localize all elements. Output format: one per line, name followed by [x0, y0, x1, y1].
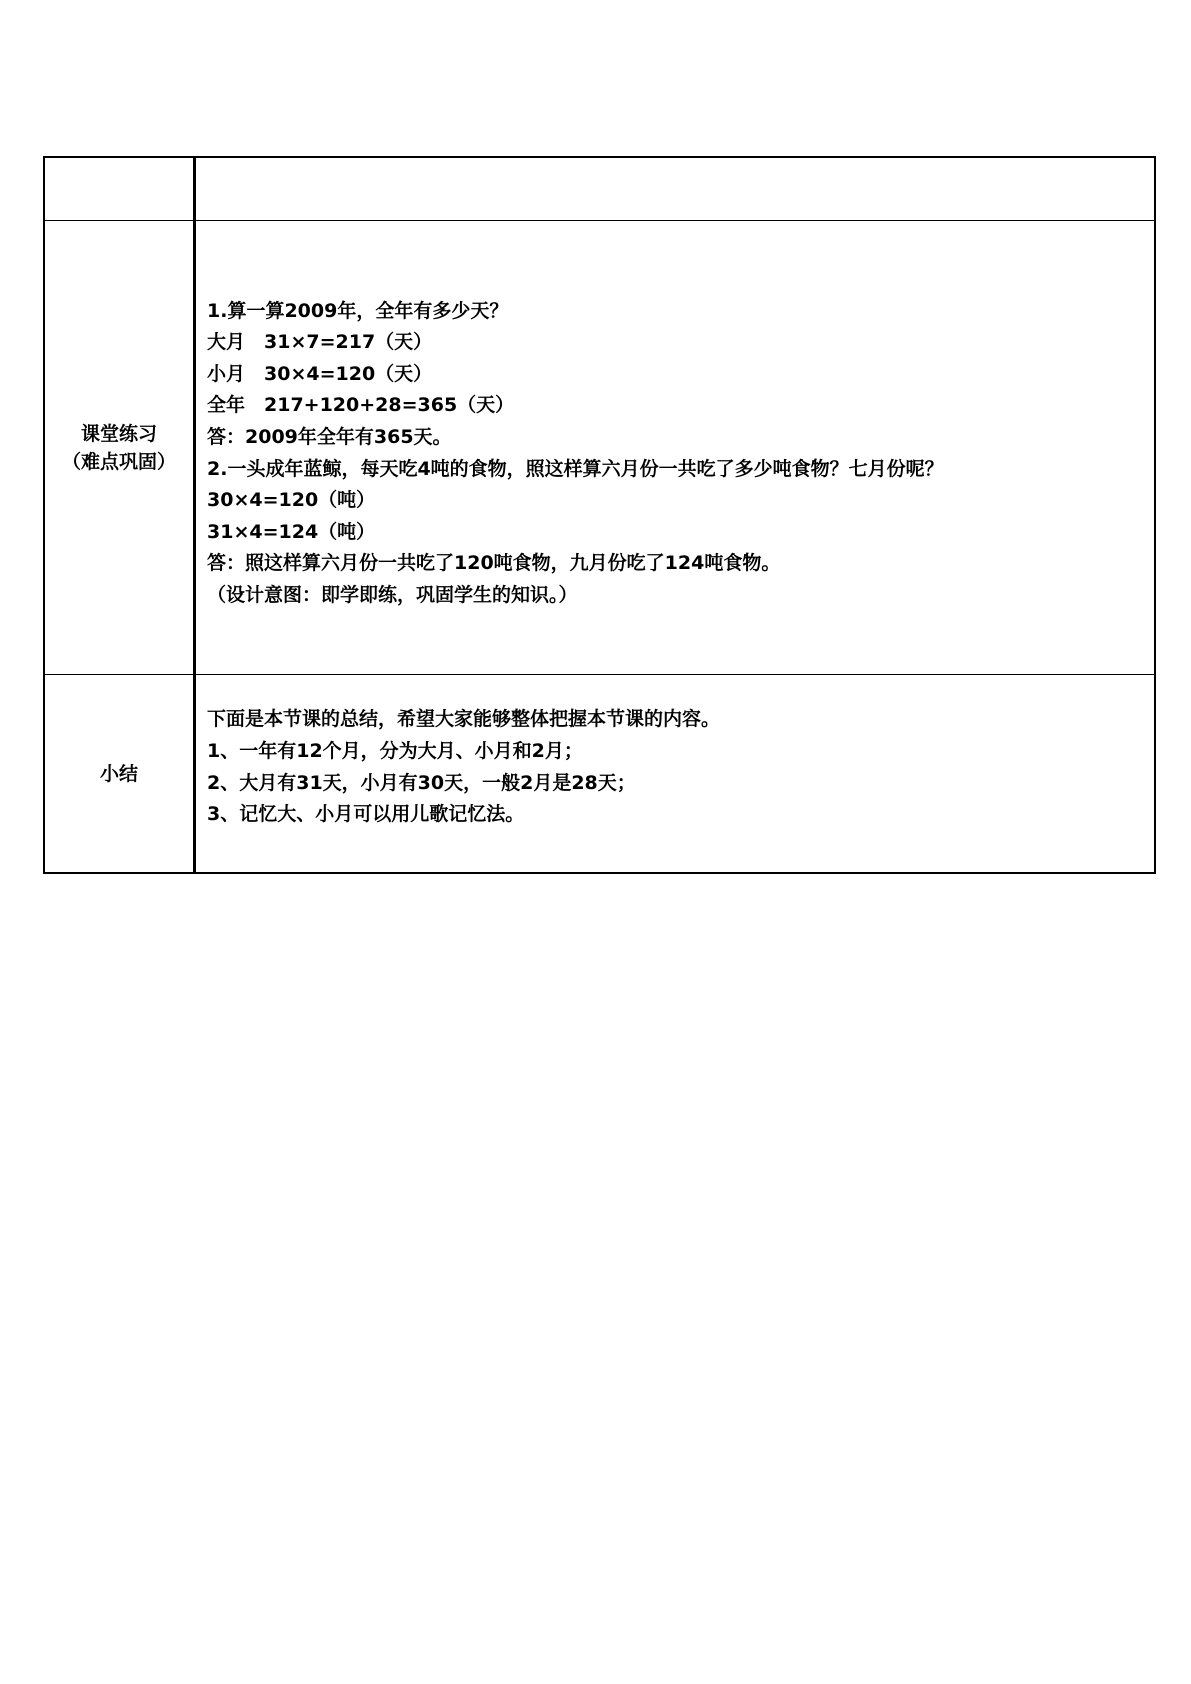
table-row-summary	[44, 675, 1155, 874]
practice-label-cell	[44, 221, 195, 675]
summary-line-2: 1、一年有12个月，分为大月、小月和2月；	[207, 739, 583, 762]
practice-line-7: 30×4=120（吨）	[207, 489, 376, 512]
blank-label-cell	[44, 157, 195, 221]
table-row-classroom-practice	[44, 221, 1155, 675]
practice-line-10: （设计意图：即学即练，巩固学生的知识。）	[207, 583, 578, 606]
practice-line-9: 答：照这样算六月份一共吃了120吨食物，九月份吃了124吨食物。	[207, 552, 781, 575]
practice-line-8: 31×4=124（吨）	[207, 520, 376, 543]
blank-content-cell	[195, 157, 1156, 221]
practice-label-title: 课堂练习	[80, 422, 157, 445]
summary-label-title: 小结	[99, 762, 138, 785]
summary-label-cell	[44, 675, 195, 874]
practice-content-cell	[195, 221, 1156, 675]
practice-line-6: 2.一头成年蓝鲸，每天吃4吨的食物，照这样算六月份一共吃了多少吨食物？七月份呢？	[207, 457, 944, 480]
practice-line-3: 小月 30×4=120（天）	[207, 362, 433, 385]
lesson-plan-table	[43, 156, 1156, 874]
summary-line-3: 2、大月有31天，小月有30天，一般2月是28天；	[207, 771, 636, 794]
summary-content	[196, 704, 1154, 842]
practice-label-subtitle: （难点巩固）	[61, 450, 176, 473]
summary-content-cell	[195, 675, 1156, 874]
practice-line-2: 大月 31×7=217（天）	[207, 331, 433, 354]
practice-line-4: 全年 217+120+28=365（天）	[207, 394, 515, 417]
practice-content	[196, 284, 1154, 612]
practice-line-1: 1.算一算2009年，全年有多少天？	[207, 299, 509, 322]
table-row-blank	[44, 157, 1155, 221]
practice-line-5: 答：2009年全年有365天。	[207, 425, 452, 448]
summary-line-4: 3、记忆大、小月可以用儿歌记忆法。	[207, 803, 525, 826]
summary-line-1: 下面是本节课的总结，希望大家能够整体把握本节课的内容。	[207, 708, 721, 731]
